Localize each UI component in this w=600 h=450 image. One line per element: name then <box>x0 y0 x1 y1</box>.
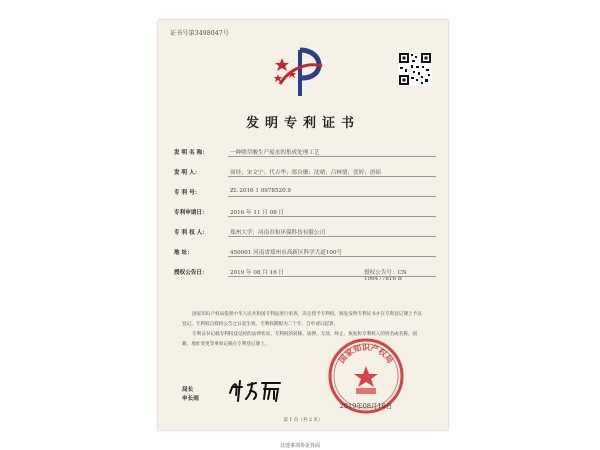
field-address: 地 址： 450001 河南省郑州市高新区科学大道100号 <box>174 240 436 260</box>
signature-name: 申长雨 <box>182 396 199 402</box>
qr-code-icon <box>398 52 432 86</box>
field-grant-date: 授权公告日： 2019 年 08 月 16 日 授权公告号：CN 106477816 B <box>174 260 436 280</box>
certificate-fields <box>174 140 436 280</box>
certificate-number: 证书号第3498047号 <box>170 30 230 37</box>
seal-date: 2019年08月16日 <box>339 402 393 410</box>
field-inventors: 发 明 人： 周桂；宋文宁；代吉华；郑自珊；沈晴；吕林情；张婷；唐碚 <box>174 160 436 180</box>
handwritten-signature-icon <box>226 375 286 405</box>
body-paragraph: 专利证书记载专利权登记时的法律状况。专利权的转移、质押、无效、终止、恢复和专利权人的姓名或名称、国籍、地址变更等事项记载在专利登记簿上。 <box>182 332 418 347</box>
signature-block <box>182 386 199 404</box>
certificate-title: 发明专利证书 <box>245 116 360 131</box>
signature-role: 局长 <box>182 387 194 393</box>
svg-text:国家知识产权局: 国家知识产权局 <box>336 342 396 365</box>
patent-office-logo-icon <box>272 44 332 104</box>
body-paragraph: 国家知识产权局依照中华人民共和国专利法进行审查，决定授予专利权，颁发发明专利证书并在专利登记簿上予以登记。专利权自授权公告之日起生效。专利权期限为二十年，自申请日起算。 <box>182 312 422 327</box>
field-filing-date: 专利申请日： 2016 年 11 月 08 日 <box>174 200 436 220</box>
field-patent-number: 专 利 号： ZL 2016 1 0978520.9 <box>174 180 436 200</box>
page-number: 第 1 页（共 2 页） <box>283 418 323 423</box>
certificate-page <box>158 20 448 430</box>
field-grant-number: 授权公告号：CN 106477816 B <box>364 270 407 282</box>
field-invention-name: 发 明 名 称： 一种喷草酸生产废水的集成处理工艺 <box>174 140 436 160</box>
official-seal-icon <box>326 336 406 416</box>
footer-note: 其他事项参见背面 <box>279 443 320 449</box>
field-patentee: 专 利 权 人： 郑州大学；河南君和环保科技有限公司 <box>174 220 436 240</box>
